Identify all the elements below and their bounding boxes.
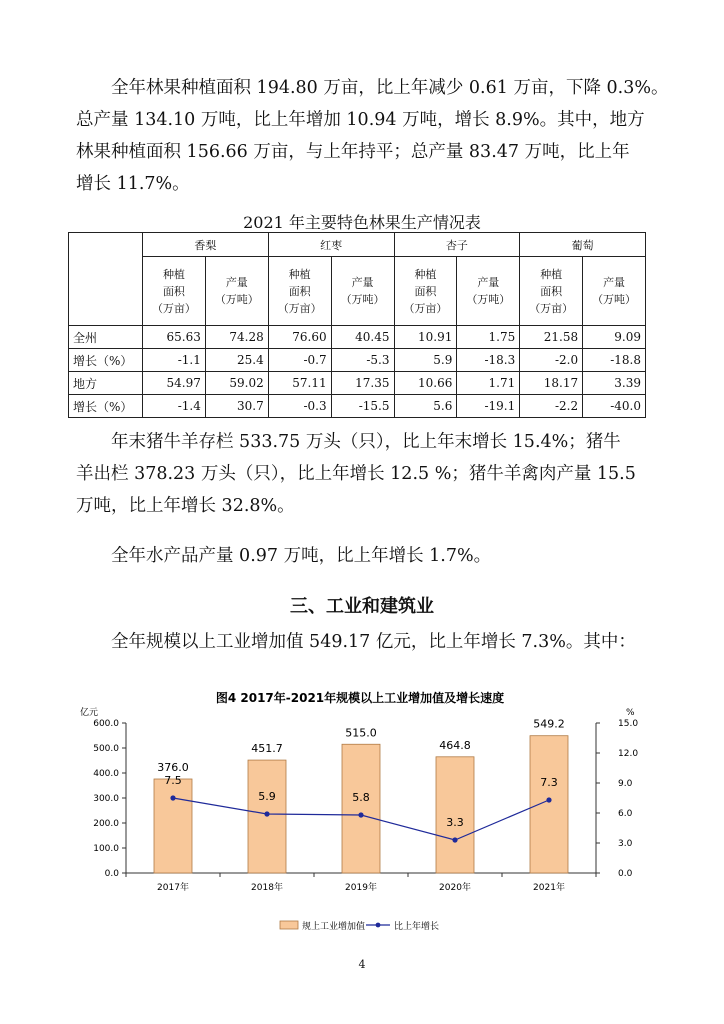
legend-bar-swatch xyxy=(280,921,298,929)
table-corner-cell xyxy=(69,233,143,326)
table-row xyxy=(69,372,646,395)
bar-value-label: 549.2 xyxy=(533,717,565,731)
table-cell: 65.63 xyxy=(143,326,206,349)
page-number: 4 xyxy=(358,958,366,971)
growth-value-label: 7.5 xyxy=(164,774,182,787)
legend-line-marker xyxy=(376,923,381,928)
right-tick-label: 6.0 xyxy=(618,809,633,819)
row-label: 地方 xyxy=(69,372,143,395)
left-tick-label: 100.0 xyxy=(93,844,119,854)
section-title: 三、工业和建筑业 xyxy=(290,596,434,617)
category-label: 2020年 xyxy=(439,883,471,893)
table-cell: -18.8 xyxy=(583,349,646,372)
subheader-line: （万亩） xyxy=(403,301,448,315)
table-cell: -5.3 xyxy=(331,349,394,372)
subheader-output xyxy=(331,257,394,326)
table-cell: 9.09 xyxy=(583,326,646,349)
left-tick-label: 300.0 xyxy=(93,794,119,804)
table-cell: 17.35 xyxy=(331,372,394,395)
table-cell: -1.4 xyxy=(143,395,206,418)
right-tick-label: 9.0 xyxy=(618,779,633,789)
growth-point xyxy=(358,812,363,817)
paragraph-line: 林果种植面积 156.66 万亩，与上年持平；总产量 83.47 万吨，比上年 xyxy=(76,142,630,162)
table-cell: 10.91 xyxy=(394,326,457,349)
growth-value-label: 7.3 xyxy=(540,776,558,789)
paragraph-line: 全年水产品产量 0.97 万吨，比上年增长 1.7%。 xyxy=(111,546,492,566)
subheader-area xyxy=(143,257,206,326)
subheader-line: 产量 xyxy=(351,276,374,289)
table-cell: 3.39 xyxy=(583,372,646,395)
table-cell: 18.17 xyxy=(520,372,583,395)
paragraph-line: 增长 11.7%。 xyxy=(76,174,190,194)
table-cell: 1.75 xyxy=(457,326,520,349)
table-cell: 54.97 xyxy=(143,372,206,395)
table-cell: -2.2 xyxy=(520,395,583,418)
bar xyxy=(530,736,568,873)
legend-bar-label: 规上工业增加值 xyxy=(302,922,366,932)
subheader-output xyxy=(205,257,268,326)
bar-value-label: 451.7 xyxy=(251,742,283,756)
subheader-line: 种植 xyxy=(540,267,563,281)
subheader-line: 面积 xyxy=(540,284,563,298)
paragraph-line: 万吨，比上年增长 32.8%。 xyxy=(76,496,295,516)
table-cell: 25.4 xyxy=(205,349,268,372)
subheader-line: （万吨） xyxy=(214,293,259,306)
bar xyxy=(436,757,474,873)
table-cell: 5.6 xyxy=(394,395,457,418)
table-cell: -0.7 xyxy=(268,349,331,372)
right-tick-label: 3.0 xyxy=(618,839,633,849)
table-cell: -18.3 xyxy=(457,349,520,372)
bar xyxy=(342,744,380,873)
row-label: 增长（%） xyxy=(69,395,143,418)
subheader-line: 产量 xyxy=(603,276,626,289)
row-label: 增长（%） xyxy=(69,349,143,372)
group-header: 红枣 xyxy=(268,233,394,257)
left-axis-unit: 亿元 xyxy=(80,708,99,718)
subheader-line: 产量 xyxy=(477,276,500,289)
paragraph-forest-fruit xyxy=(76,72,669,200)
forest-fruit-table xyxy=(68,232,646,418)
right-tick-label: 0.0 xyxy=(618,869,633,879)
subheader-line: （万吨） xyxy=(592,293,637,306)
bar-value-label: 376.0 xyxy=(157,761,189,774)
subheader-area xyxy=(520,257,583,326)
paragraph-line: 全年规模以上工业增加值 549.17 亿元，比上年增长 7.3%。其中： xyxy=(111,632,636,652)
subheader-line: （万亩） xyxy=(277,301,322,315)
table-cell: 10.66 xyxy=(394,372,457,395)
category-label: 2021年 xyxy=(533,883,565,893)
subheader-line: 面积 xyxy=(414,284,437,298)
table-cell: -1.1 xyxy=(143,349,206,372)
table-row xyxy=(69,349,646,372)
table-cell: 57.11 xyxy=(268,372,331,395)
subheader-line: 面积 xyxy=(288,284,311,298)
right-tick-label: 12.0 xyxy=(618,749,639,759)
subheader-line: 产量 xyxy=(225,276,248,289)
table-cell: 59.02 xyxy=(205,372,268,395)
bar-value-label: 464.8 xyxy=(439,738,471,752)
left-tick-label: 600.0 xyxy=(93,719,119,729)
paragraph-livestock xyxy=(76,426,656,522)
table-cell: -2.0 xyxy=(520,349,583,372)
row-label: 全州 xyxy=(69,326,143,349)
category-label: 2017年 xyxy=(157,883,189,893)
group-header: 葡萄 xyxy=(520,233,646,257)
subheader-line: 面积 xyxy=(162,284,185,298)
table-row xyxy=(69,395,646,418)
paragraph-industry xyxy=(76,626,656,658)
subheader-area xyxy=(268,257,331,326)
growth-point xyxy=(452,837,457,842)
table-cell: 1.71 xyxy=(457,372,520,395)
growth-value-label: 5.9 xyxy=(258,790,276,803)
table-cell: 76.60 xyxy=(268,326,331,349)
table-subheader-row xyxy=(69,257,646,326)
subheader-line: （万亩） xyxy=(529,301,574,315)
subheader-area xyxy=(394,257,457,326)
paragraph-aquatic xyxy=(76,540,656,572)
subheader-line: 种植 xyxy=(414,267,437,281)
table-cell: 40.45 xyxy=(331,326,394,349)
subheader-line: （万吨） xyxy=(466,293,511,306)
subheader-line: 种植 xyxy=(288,267,311,281)
table-body xyxy=(69,326,646,418)
bar xyxy=(154,779,192,873)
right-tick-label: 15.0 xyxy=(618,719,639,729)
left-tick-label: 0.0 xyxy=(104,869,119,879)
right-axis-unit: % xyxy=(626,708,635,718)
subheader-line: （万吨） xyxy=(340,293,385,306)
category-label: 2018年 xyxy=(251,883,283,893)
table-caption: 2021 年主要特色林果生产情况表 xyxy=(243,213,481,232)
subheader-line: （万亩） xyxy=(151,301,196,315)
table-cell: 21.58 xyxy=(520,326,583,349)
table-cell: 74.28 xyxy=(205,326,268,349)
bar-value-label: 515.0 xyxy=(345,726,377,740)
growth-value-label: 5.8 xyxy=(352,791,370,804)
table-cell: -40.0 xyxy=(583,395,646,418)
paragraph-line: 全年林果种植面积 194.80 万亩，比上年减少 0.61 万亩，下降 0.3%。 xyxy=(111,78,669,98)
growth-point xyxy=(264,811,269,816)
paragraph-line: 羊出栏 378.23 万头（只），比上年增长 12.5 %；猪牛羊禽肉产量 15.5 xyxy=(76,464,636,484)
category-label: 2019年 xyxy=(345,883,377,893)
table-cell: -0.3 xyxy=(268,395,331,418)
growth-value-label: 3.3 xyxy=(446,816,464,829)
industry-chart xyxy=(60,682,660,932)
left-tick-label: 200.0 xyxy=(93,819,119,829)
left-tick-label: 500.0 xyxy=(93,744,119,754)
subheader-line: 种植 xyxy=(162,267,185,281)
subheader-output xyxy=(457,257,520,326)
growth-point xyxy=(170,795,175,800)
table-row xyxy=(69,326,646,349)
paragraph-line: 总产量 134.10 万吨，比上年增加 10.94 万吨，增长 8.9%。其中，地方 xyxy=(76,110,645,130)
table-header-row xyxy=(69,233,646,257)
table-cell: -19.1 xyxy=(457,395,520,418)
table-cell: 5.9 xyxy=(394,349,457,372)
subheader-output xyxy=(583,257,646,326)
paragraph-line: 年末猪牛羊存栏 533.75 万头（只），比上年末增长 15.4%；猪牛 xyxy=(111,432,621,452)
table-cell: -15.5 xyxy=(331,395,394,418)
growth-point xyxy=(546,797,551,802)
table-cell: 30.7 xyxy=(205,395,268,418)
left-tick-label: 400.0 xyxy=(93,769,119,779)
group-header: 香梨 xyxy=(143,233,269,257)
group-header: 杏子 xyxy=(394,233,520,257)
chart-title: 图4 2017年-2021年规模以上工业增加值及增长速度 xyxy=(215,691,505,705)
legend-line-label: 比上年增长 xyxy=(394,922,440,932)
